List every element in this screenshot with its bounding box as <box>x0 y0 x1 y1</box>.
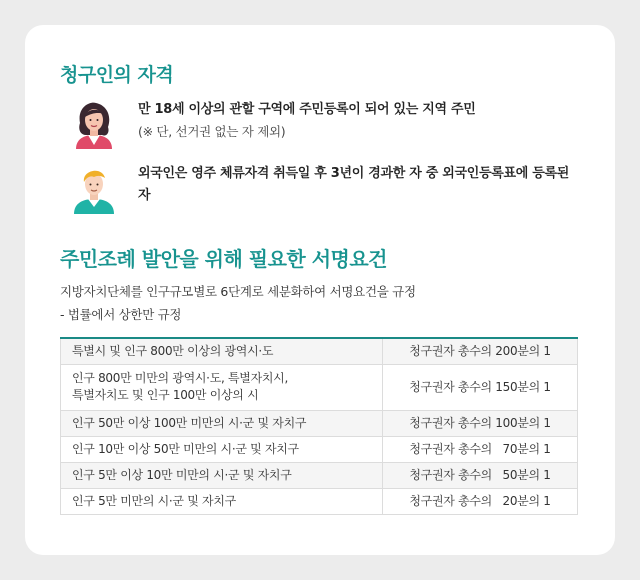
woman-avatar-icon <box>68 97 120 149</box>
requirement-cell: 청구권자 총수의 70분의 1 <box>383 436 578 462</box>
region-cell: 특별시 및 인구 800만 이상의 광역시·도 <box>61 338 383 364</box>
qualification-main-text: 만 18세 이상의 관할 구역에 주민등록이 되어 있는 지역 주민 <box>138 102 476 117</box>
signature-requirement-table <box>60 337 578 515</box>
requirement-cell: 청구권자 총수의 200분의 1 <box>383 338 578 364</box>
requirement-cell: 청구권자 총수의 20분의 1 <box>383 488 578 514</box>
requirement-cell: 청구권자 총수의 100분의 1 <box>383 410 578 436</box>
table-row <box>61 338 578 364</box>
description-line: 지방자치단체를 인구규모별로 6단계로 세분화하여 서명요건을 규정 <box>60 284 416 299</box>
foreigner-qualification-text: 외국인은 영주 체류자격 취득일 후 3년이 경과한 자 중 외국인등록표에 등록된 자 <box>138 166 570 203</box>
requirement-cell: 청구권자 총수의 150분의 1 <box>383 364 578 410</box>
qualification-note-text: (※ 단, 선거권 없는 자 제외) <box>138 124 286 139</box>
man-avatar-icon <box>68 162 120 214</box>
region-cell: 인구 800만 미만의 광역시·도, 특별자치시, 특별자치도 및 인구 100만 이상의 시 <box>61 364 383 410</box>
qualification-item-foreigner <box>68 162 588 214</box>
table-row <box>61 488 578 514</box>
content-card <box>25 25 615 555</box>
signature-requirement-description <box>60 280 416 326</box>
table-row <box>61 462 578 488</box>
description-line: - 법률에서 상한만 규정 <box>60 307 182 322</box>
region-cell: 인구 50만 이상 100만 미만의 시·군 및 자치구 <box>61 410 383 436</box>
table-row <box>61 436 578 462</box>
qualification-item-resident <box>68 97 588 149</box>
table-row <box>61 410 578 436</box>
region-cell: 인구 10만 이상 50만 미만의 시·군 및 자치구 <box>61 436 383 462</box>
requirement-cell: 청구권자 총수의 50분의 1 <box>383 462 578 488</box>
qualification-title: 청구인의 자격 <box>60 64 174 86</box>
table-row <box>61 364 578 410</box>
signature-requirement-title: 주민조례 발안을 위해 필요한 서명요건 <box>60 247 387 271</box>
region-cell: 인구 5만 미만의 시·군 및 자치구 <box>61 488 383 514</box>
region-cell: 인구 5만 이상 10만 미만의 시·군 및 자치구 <box>61 462 383 488</box>
